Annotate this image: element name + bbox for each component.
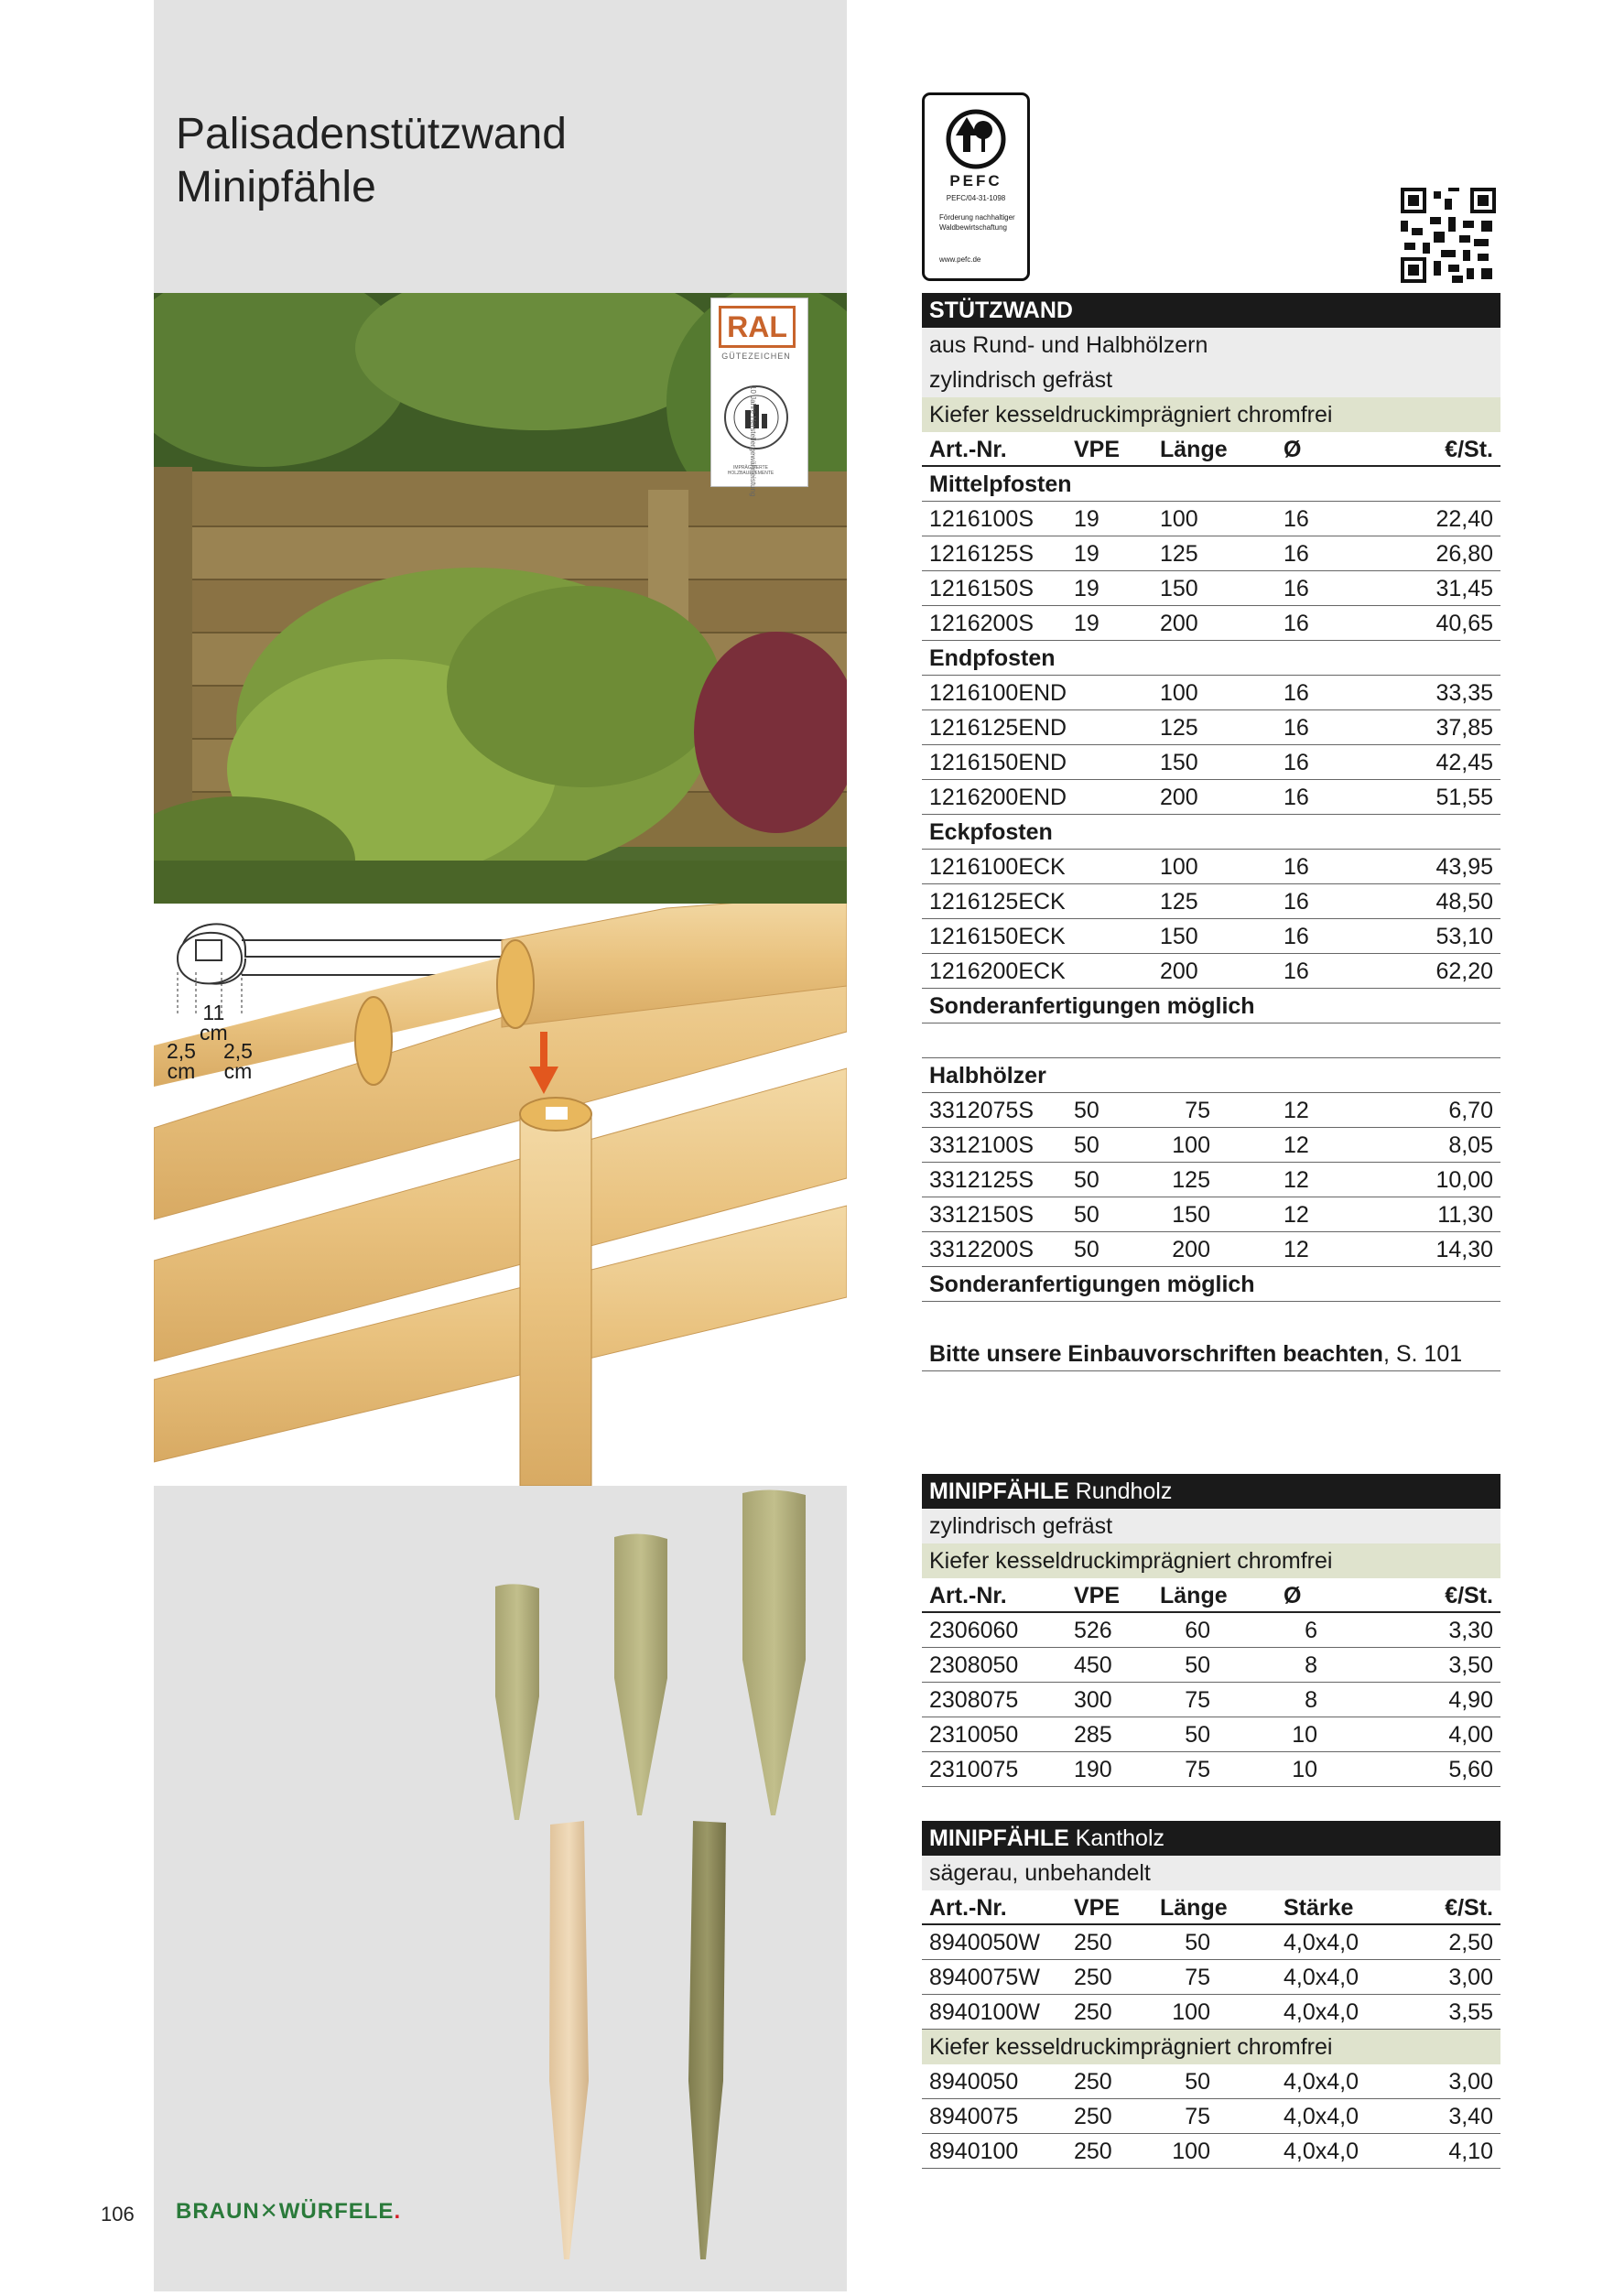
group-eckpfosten: Eckpfosten xyxy=(922,815,1500,850)
table-row: 3312200S 50 200 12 14,30 xyxy=(922,1232,1500,1267)
pefc-name: PEFC xyxy=(949,172,1002,190)
kantholz-table xyxy=(922,1821,1500,2169)
pefc-code: PEFC/04-31-1098 xyxy=(946,194,1006,202)
table-row: 1216200END 200 16 51,55 xyxy=(922,780,1500,815)
table-row: 1216125S 19 125 16 26,80 xyxy=(922,536,1500,571)
group-endpfosten: Endpfosten xyxy=(922,641,1500,676)
group-mittelpfosten: Mittelpfosten xyxy=(922,467,1500,502)
pefc-slogan: Förderung nachhaltiger Waldbewirtschaftung xyxy=(939,213,1015,232)
table-row: 8940050 250 50 4,0x4,0 3,00 xyxy=(922,2064,1500,2099)
table-row: 2308075 300 75 8 4,90 xyxy=(922,1683,1500,1717)
ral-ring-text: IMPRÄGNIERTE HOLZBAUELEMENTE xyxy=(727,465,775,476)
table-row: 1216150ECK 150 16 53,10 xyxy=(922,919,1500,954)
table-row: 3312125S 50 125 12 10,00 xyxy=(922,1163,1500,1197)
ral-side-text: 10 Jahre Herstellergewährleistung xyxy=(749,385,757,497)
pefc-badge xyxy=(922,92,1030,281)
table-row: 1216150END 150 16 42,45 xyxy=(922,745,1500,780)
stuetzwand-sub-3: Kiefer kesseldruckimprägniert chromfrei xyxy=(922,397,1500,432)
dim-right: 2,5 cm xyxy=(223,1039,253,1083)
pefc-tree-icon xyxy=(925,99,1027,172)
ral-quality-badge xyxy=(710,298,808,497)
title-line-1: Palisadenstützwand xyxy=(176,110,567,158)
table-row: 1216100END 100 16 33,35 xyxy=(922,676,1500,710)
page-number: 106 xyxy=(101,2203,135,2226)
special-note-2: Sonderanfertigungen möglich xyxy=(922,1267,1500,1302)
stuetzwand-sub-2: zylindrisch gefräst xyxy=(922,363,1500,397)
dim-11: 11 cm xyxy=(200,1001,228,1045)
kantholz-sub-2: Kiefer kesseldruckimprägniert chromfrei xyxy=(922,2030,1500,2064)
table-row: 2310050 285 50 10 4,00 xyxy=(922,1717,1500,1752)
qr-code-icon[interactable] xyxy=(1401,188,1496,283)
table-row: 1216200S 19 200 16 40,65 xyxy=(922,606,1500,641)
rundholz-table xyxy=(922,1474,1500,1787)
table-row: 8940050W 250 50 4,0x4,0 2,50 xyxy=(922,1925,1500,1960)
title-line-2: Minipfähle xyxy=(176,163,376,211)
dim-left: 2,5 cm xyxy=(167,1039,196,1083)
spacer-row xyxy=(922,1023,1500,1058)
table-row: 2308050 450 50 8 3,50 xyxy=(922,1648,1500,1683)
stuetzwand-sub-1: aus Rund- und Halbhölzern xyxy=(922,328,1500,363)
ral-label: GÜTEZEICHEN xyxy=(721,352,791,361)
table-row: 8940075 250 75 4,0x4,0 3,40 xyxy=(922,2099,1500,2134)
special-note-1: Sonderanfertigungen möglich xyxy=(922,989,1500,1023)
table-row: 3312100S 50 100 12 8,05 xyxy=(922,1128,1500,1163)
pefc-web: www.pefc.de xyxy=(939,255,981,264)
ral-mark: RAL xyxy=(719,306,796,348)
group-halbhoelzer: Halbhölzer xyxy=(922,1058,1500,1093)
spacer-row xyxy=(922,1302,1500,1337)
column-header-row: Art.-Nr. VPE Länge Stärke €/St. xyxy=(922,1890,1500,1925)
brand-logo: BRAUN✕WÜRFELE. xyxy=(176,2199,402,2224)
table-row: 3312150S 50 150 12 11,30 xyxy=(922,1197,1500,1232)
installation-note: Bitte unsere Einbauvorschriften beachten, S. 101 xyxy=(922,1337,1500,1371)
table-row: 3312075S 50 75 12 6,70 xyxy=(922,1093,1500,1128)
assembly-diagram xyxy=(154,904,847,1486)
kantholz-header: MINIPFÄHLE Kantholz xyxy=(922,1821,1500,1856)
table-row: 8940100 250 100 4,0x4,0 4,10 xyxy=(922,2134,1500,2169)
rundholz-header: MINIPFÄHLE Rundholz xyxy=(922,1474,1500,1509)
table-row: 1216200ECK 200 16 62,20 xyxy=(922,954,1500,989)
table-row: 1216125ECK 125 16 48,50 xyxy=(922,884,1500,919)
stakes-image xyxy=(154,1486,847,2291)
table-row: 1216150S 19 150 16 31,45 xyxy=(922,571,1500,606)
stuetzwand-table xyxy=(922,293,1500,1371)
column-header-row: Art.-Nr. VPE Länge Ø €/St. xyxy=(922,432,1500,467)
table-row: 2310075 190 75 10 5,60 xyxy=(922,1752,1500,1787)
table-row: 8940100W 250 100 4,0x4,0 3,55 xyxy=(922,1995,1500,2030)
column-header-row: Art.-Nr. VPE Länge Ø €/St. xyxy=(922,1578,1500,1613)
table-row: 2306060 526 60 6 3,30 xyxy=(922,1613,1500,1648)
page-title xyxy=(176,108,567,214)
table-row: 8940075W 250 75 4,0x4,0 3,00 xyxy=(922,1960,1500,1995)
table-row: 1216100ECK 100 16 43,95 xyxy=(922,850,1500,884)
kantholz-sub-1: sägerau, unbehandelt xyxy=(922,1856,1500,1890)
stuetzwand-header: STÜTZWAND xyxy=(922,293,1500,328)
rundholz-sub-1: zylindrisch gefräst xyxy=(922,1509,1500,1543)
rundholz-sub-2: Kiefer kesseldruckimprägniert chromfrei xyxy=(922,1543,1500,1578)
table-row: 1216100S 19 100 16 22,40 xyxy=(922,502,1500,536)
table-row: 1216125END 125 16 37,85 xyxy=(922,710,1500,745)
